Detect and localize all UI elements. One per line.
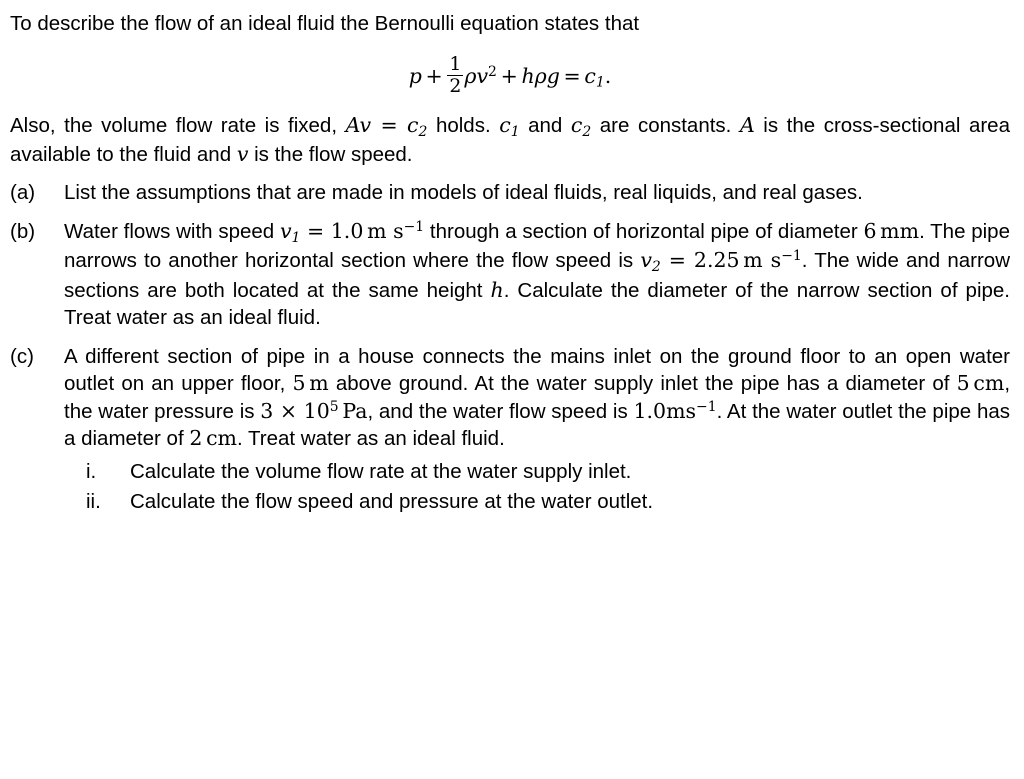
equation-symbol-rho-2: ρ	[534, 64, 547, 89]
part-c-subpart-i-marker: i.	[86, 460, 97, 484]
fraction-numerator: 1	[449, 53, 462, 76]
equation-v-exponent: 2	[488, 64, 497, 81]
second-para-text-2: holds.	[427, 113, 500, 137]
part-c-subparts-wrapper	[86, 458, 1010, 516]
second-para-text-4: are constants.	[591, 113, 740, 137]
part-b-text-5: . Calculate the diameter of the narrow section of pipe. Treat water as an ideal fluid.	[64, 278, 1010, 329]
second-para-text-3: and	[519, 113, 571, 137]
intro-paragraph: To describe the flow of an ideal fluid the Bernoulli equation states that	[10, 12, 640, 35]
part-c-value-3: 3 × 10	[260, 398, 330, 423]
part-c-subpart-i	[86, 458, 1010, 485]
part-c-subpart-ii-text: Calculate the flow speed and pressure at the water outlet.	[130, 490, 654, 514]
part-c-subpart-i-text: Calculate the volume flow rate at the water supply inlet.	[130, 460, 632, 484]
part-b-text-2: through a section of horizontal pipe of diameter	[424, 219, 864, 243]
symbol-Av: Av	[345, 112, 372, 137]
part-b-marker: (b)	[10, 219, 36, 243]
symbol-c2: c	[407, 112, 419, 137]
part-c-unit-5: cm	[206, 425, 237, 450]
symbol-c2-subscript: 2	[418, 123, 428, 140]
part-b-symbol-h: h	[490, 277, 504, 302]
part-c-unit-2: cm	[973, 371, 1005, 396]
symbol-c1-b: c	[499, 112, 511, 137]
part-b	[10, 218, 1010, 331]
question-parts-list	[10, 179, 1010, 516]
part-b-value-1: 1.0	[330, 218, 364, 243]
part-b-symbol-v1: v	[279, 218, 292, 243]
part-b-equals-2: =	[660, 248, 694, 273]
part-b-unit-2: mm	[880, 218, 920, 243]
part-c-unit-1: m	[309, 371, 329, 396]
part-c-value-5: 2	[189, 425, 203, 450]
equation-symbol-c: c	[584, 64, 596, 89]
part-c-subpart-ii-marker: ii.	[86, 490, 101, 514]
symbol-c2-b: c	[570, 112, 583, 137]
part-b-value-3: 2.25	[693, 248, 740, 273]
second-para-text-6: is the flow speed.	[248, 143, 413, 167]
second-para-text-5: is the cross-sectional area available to the fluid and	[10, 113, 1010, 167]
part-c-text-4: , and the water flow speed is	[367, 399, 634, 423]
part-c-value-1: 5	[292, 371, 306, 396]
part-a	[10, 179, 1010, 206]
symbol-c2-b-subscript: 2	[582, 123, 592, 140]
part-c-text-3: , the water pressure is	[64, 372, 1011, 423]
part-c-text-2: above ground. At the water supply inlet the pipe has a diameter of	[328, 372, 957, 396]
part-c-value-3-exponent: 5	[329, 398, 339, 415]
equation-symbol-rho: ρ	[464, 64, 477, 89]
part-b-unit-1: m s	[367, 218, 404, 243]
part-c	[10, 343, 1010, 516]
equals-sign-1: =	[371, 112, 408, 137]
equation-equals: =	[563, 64, 581, 89]
part-c-value-2: 5	[956, 371, 970, 396]
symbol-A: A	[739, 112, 755, 137]
part-c-subparts-list	[86, 458, 1010, 516]
equation-c-subscript: 1	[595, 74, 605, 91]
part-b-v1-subscript: 1	[291, 229, 301, 246]
part-b-text-1: Water flows with speed	[64, 219, 280, 243]
part-b-symbol-v2: v	[640, 248, 652, 273]
part-c-text-1: A different section of pipe in a house connects the mains inlet on the ground floor to an open water outlet on an upper floor,	[64, 345, 1010, 396]
part-c-subpart-ii	[86, 488, 1010, 515]
symbol-v: v	[236, 142, 249, 167]
part-b-text-4: . The wide and narrow sections are both located at the same height	[64, 249, 1011, 302]
part-b-unit-1-exponent: −1	[403, 218, 425, 235]
part-b-text-3: . The pipe narrows to another horizontal section where the flow speed is	[64, 219, 1010, 273]
part-a-marker: (a)	[10, 180, 36, 204]
part-b-v2-subscript: 2	[651, 259, 661, 276]
part-b-unit-3-exponent: −1	[781, 248, 802, 265]
part-b-equals-1: =	[300, 218, 331, 243]
part-b-value-2: 6	[863, 218, 877, 243]
part-c-unit-3: Pa	[342, 398, 368, 423]
part-c-text-5: . At the water outlet the pipe has a diameter of	[64, 399, 1010, 450]
part-c-text-6: . Treat water as an ideal fluid.	[237, 426, 505, 450]
bernoulli-equation	[10, 55, 1010, 96]
equation-plus-1: +	[425, 64, 443, 89]
equation-symbol-g: g	[546, 64, 560, 89]
second-para-text-1: Also, the volume flow rate is fixed,	[10, 113, 346, 137]
part-c-unit-4-exponent: −1	[696, 398, 717, 415]
part-c-marker: (c)	[10, 345, 34, 369]
equation-period: .	[604, 64, 612, 89]
fraction-denominator: 2	[449, 75, 462, 98]
part-c-value-4: 1.0	[633, 398, 667, 423]
equation-plus-2: +	[500, 64, 518, 89]
part-b-unit-3: m s	[743, 248, 782, 273]
second-paragraph	[10, 112, 1010, 169]
equation-symbol-h: h	[521, 64, 535, 89]
part-a-text: List the assumptions that are made in models of ideal fluids, real liquids, and real gases.	[64, 180, 863, 204]
equation-one-half	[447, 55, 463, 96]
equation-symbol-p: p	[408, 64, 422, 89]
part-c-unit-4: ms	[666, 398, 697, 423]
symbol-c1-b-subscript: 1	[510, 123, 520, 140]
equation-symbol-v: v	[476, 64, 489, 89]
